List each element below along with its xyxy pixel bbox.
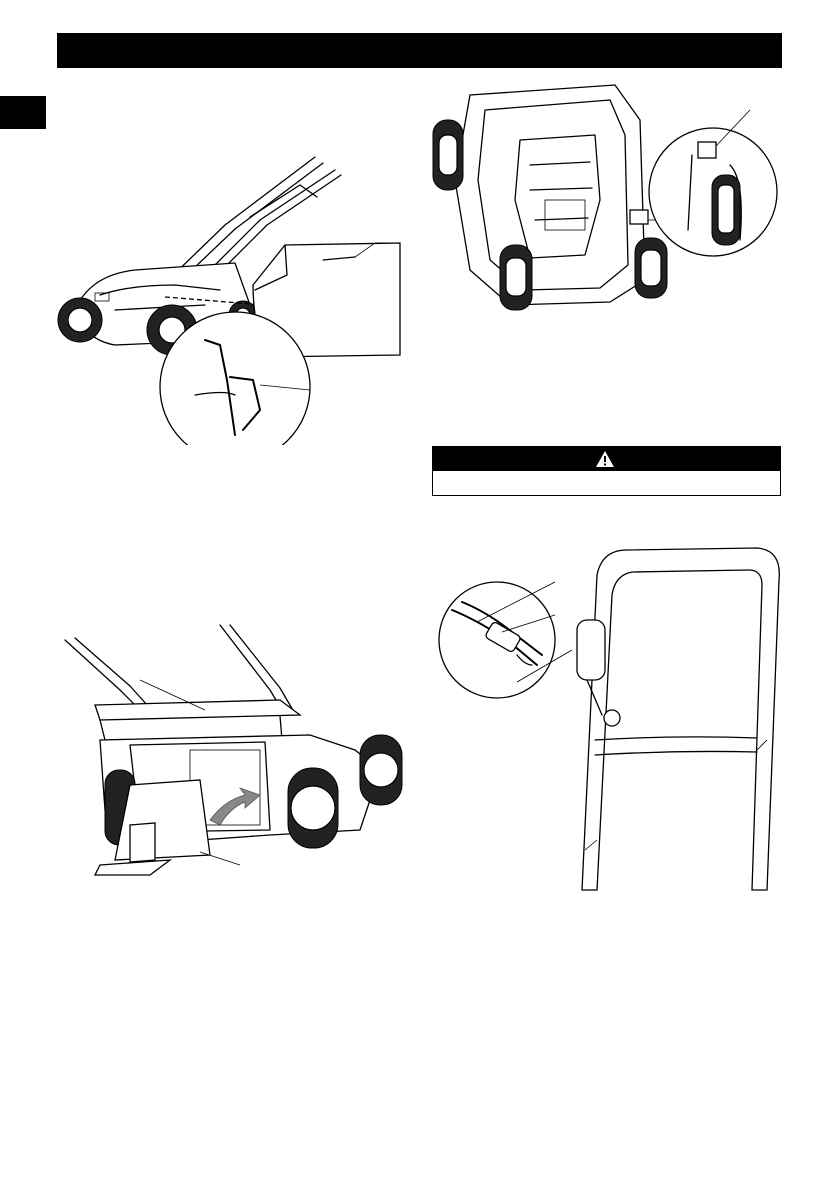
warning-text [433, 473, 780, 495]
fig-rear-flap [60, 620, 410, 880]
fig-handle [437, 540, 787, 895]
warning-box [432, 446, 781, 496]
warning-header [433, 447, 780, 471]
language-tab [0, 96, 46, 129]
header-bar [57, 33, 782, 68]
fig-attach-bag [55, 145, 410, 445]
fig-mower-top [430, 80, 780, 320]
warning-triangle-icon [595, 450, 615, 468]
